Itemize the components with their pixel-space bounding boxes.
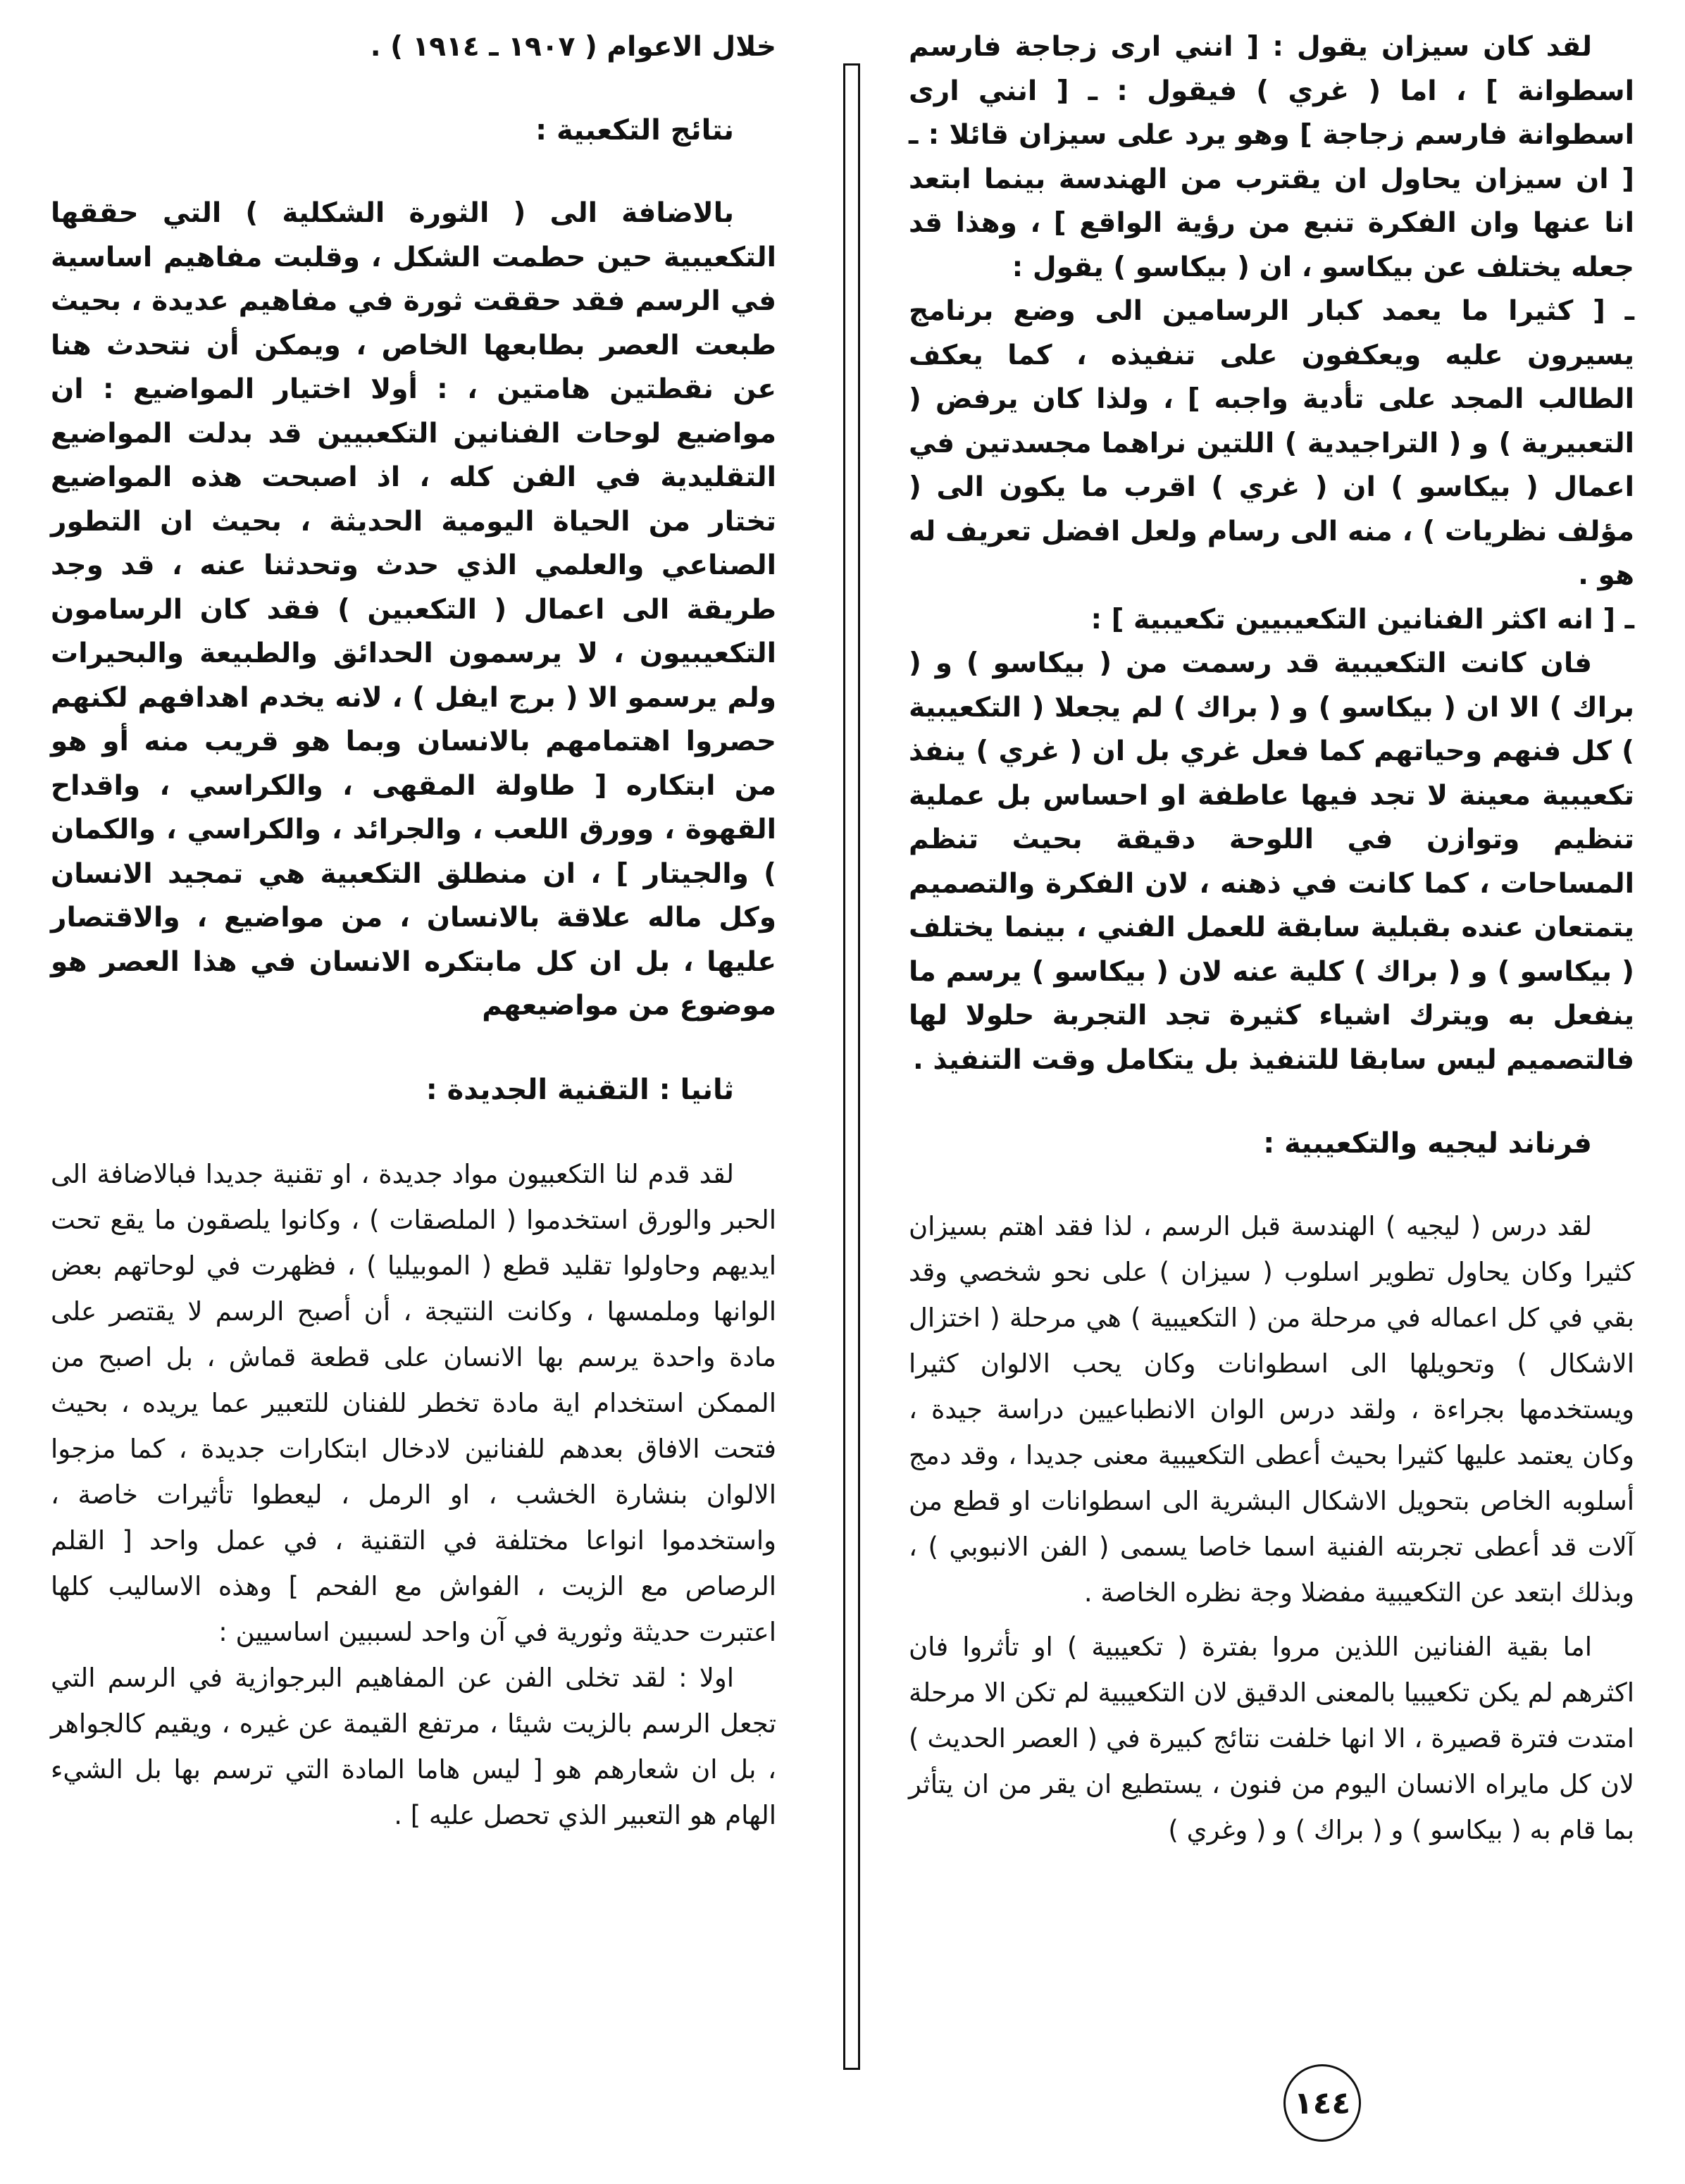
left-column (51, 25, 776, 1838)
paragraph: اما بقية الفنانين اللذين مروا بفترة ( تكعيبية ) او تأثروا فان اكثرهم لم يكن تكعيبيا بالمعنى الدقيق لان التكعيبية لم تكن الا مرحلة امتدت فترة قصيرة ، الا انها خلفت نتائج كبيرة في ( العصر الحديث ) لان كل مايراه الانسان اليوم من فنون ، يستطيع ان يقر من ان يتأثر بما قام به ( بيكاسو ) و ( براك ) و ( وغري ) (909, 1632, 1634, 1845)
paragraph: ـ [ كثيرا ما يعمد كبار الرسامين الى وضع برنامج يسيرون عليه ويعكفون على تنفيذه ، كما يعكف الطالب المجد على تأدية واجبه ] ، ولذا كان يرفض ( التعبيرية ) و ( التراجيدية ) اللتين نراهما مجسدتين في اعمال ( بيكاسو ) ان ( غري ) اقرب ما يكون الى ( مؤلف نظريات ) ، منه الى رسام ولعل افضل تعريف له هو . (909, 295, 1634, 591)
paragraph: اولا : لقد تخلى الفن عن المفاهيم البرجوازية في الرسم التي تجعل الرسم بالزيت شيئا ، مرتفع القيمة عن غيره ، ويقيم كالجواهر ، بل ان شعارهم هو [ ليس هاما المادة التي ترسم بها بل الشيء الهام هو التعبير الذي تحصل عليه ] . (51, 1662, 776, 1830)
paragraph: بالاضافة الى ( الثورة الشكلية ) التي حققها التكعيبية حين حطمت الشكل ، وقلبت مفاهيم اساسية في الرسم فقد حققت ثورة في مفاهيم عديدة ، بحيث طبعت العصر بطابعها الخاص ، ويمكن أن نتحدث هنا عن نقطتين هامتين ، : أولا اختيار المواضيع : ان مواضيع لوحات الفنانين التكعبيين قد بدلت المواضيع التقليدية في الفن كله ، اذ اصبحت هذه المواضيع تختار من الحياة اليومية الحديثة ، بحيث ان التطور الصناعي والعلمي الذي حدث وتحدثنا عنه ، قد وجد طريقة الى اعمال ( التكعبين ) فقد كان الرسامون التكعيبيون ، لا يرسمون الحدائق والطبيعة والبحيرات ولم يرسمو الا ( برج ايفل ) ، لانه يخدم اهدافهم لكنهم حصروا اهتمامهم بالانسان وبما هو قريب منه أو هو من ابتكاره [ طاولة المقهى ، والكراسي ، واقداح القهوة ، وورق اللعب ، والجرائد ، والكراسي ، والكمان ) والجيتار ] ، ان منطلق التكعبية هي تمجيد الانسان وكل ماله علاقة بالانسان ، من مواضيع ، والاقتصار عليها ، بل ان كل مابتكره الانسان في هذا العصر هو موضوع من مواضيعهم (51, 197, 776, 1022)
paragraph: فان كانت التكعيبية قد رسمت من ( بيكاسو ) و ( براك ) الا ان ( بيكاسو ) و ( براك ) لم يجعلا ( التكعيبية ) كل فنهم وحياتهم كما فعل غري بل ان ( غري ) ينفذ تكعيبية معينة لا تجد فيها عاطفة او احساس بل عملية تنظيم وتوازن في اللوحة دقيقة بحيث تنظم المساحات ، كما كانت في ذهنه ، لان الفكرة والتصميم يتمتعان عنده بقبلية سابقة للعمل الفني ، بينما يختلف ( بيكاسو ) و ( براك ) كلية عنه لان ( بيكاسو ) يرسم ما ينفعل به ويترك اشياء كثيرة تجد التجربة حلولا لها فالتصميم ليس سابقا للتنفيذ بل يتكامل وقت التنفيذ . (909, 647, 1634, 1076)
continued-line: خلال الاعوام ( ١٩٠٧ ـ ١٩١٤ ) . (370, 31, 776, 63)
section-heading: ثانيا : التقنية الجديدة : (425, 1073, 734, 1106)
paragraph: لقد درس ( ليجيه ) الهندسة قبل الرسم ، لذا فقد اهتم بسيزان كثيرا وكان يحاول تطوير اسلوب ( سيزان ) على نحو شخصي وقد بقي في كل اعماله في مرحلة من ( التكعيبية ) هي مرحلة ( اختزال الاشكال ) وتحويلها الى اسطوانات وكان يحب الالوان كثيرا ويستخدمها بجراءة ، ولقد درس الوان الانطباعيين دراسة جيدة ، وكان يعتمد عليها كثيرا بحيث أعطى التكعيبية معنى جديدا ، وقد دمج أسلوبه الخاص بتحويل الاشكال البشرية الى اسطوانات او قطع من آلات قد أعطى تجربته الفنية اسما خاصا يسمى ( الفن الانبوبي ) ، وبذلك ابتعد عن التكعيبية مفضلا وجة نظره الخاصة . (909, 1211, 1634, 1608)
section-heading: فرناند ليجيه والتكعيبية : (1263, 1127, 1592, 1160)
paragraph: لقد قدم لنا التكعبيون مواد جديدة ، او تقنية جديدا فبالاضافة الى الحبر والورق استخدموا ( الملصقات ) ، وكانوا يلصقون ما يقع تحت ايديهم وحاولوا تقليد قطع ( الموبيليا ) ، فظهرت في لوحاتهم بعض الوانها وملمسها ، وكانت النتيجة ، أن أصبح الرسم لا يقتصر على مادة واحدة يرسم بها الانسان على قطعة قماش ، بل اصبح من الممكن استخدام اية مادة تخطر للفنان للتعبير عما يريده ، بحيث فتحت الافاق بعدهم للفنانين لادخال ابتكارات جديدة ، كما مزجوا الالوان بنشارة الخشب ، او الرمل ، ليعطوا تأثيرات خاصة ، واستخدموا انواعا مختلفة في التقنية ، في عمل واحد [ القلم الرصاص مع الزيت ، الفواش مع الفحم ] وهذه الاساليب كلها اعتبرت حديثة وثورية في آن واحد لسببين اساسيين : (51, 1158, 776, 1647)
paragraph: ـ [ انه اكثر الفنانين التكعيبيين تكعيبية ] : (1090, 603, 1634, 635)
section-heading: نتائج التكعبية : (535, 114, 734, 147)
column-divider (843, 63, 860, 2070)
right-column (909, 25, 1634, 1853)
page-number: ١٤٤ (1283, 2064, 1361, 2142)
paragraph: لقد كان سيزان يقول : [ انني ارى زجاجة فارسم اسطوانة ] ، اما ( غري ) فيقول : ـ [ انني ارى اسطوانة فارسم زجاجة ] وهو يرد على سيزان قائلا : ـ [ ان سيزان يحاول ان يقترب من الهندسة بينما ابتعد انا عنها وان الفكرة تنبع من رؤية الواقع ] ، وهذا قد جعله يختلف عن بيكاسو ، ان ( بيكاسو ) يقول : (909, 31, 1634, 283)
